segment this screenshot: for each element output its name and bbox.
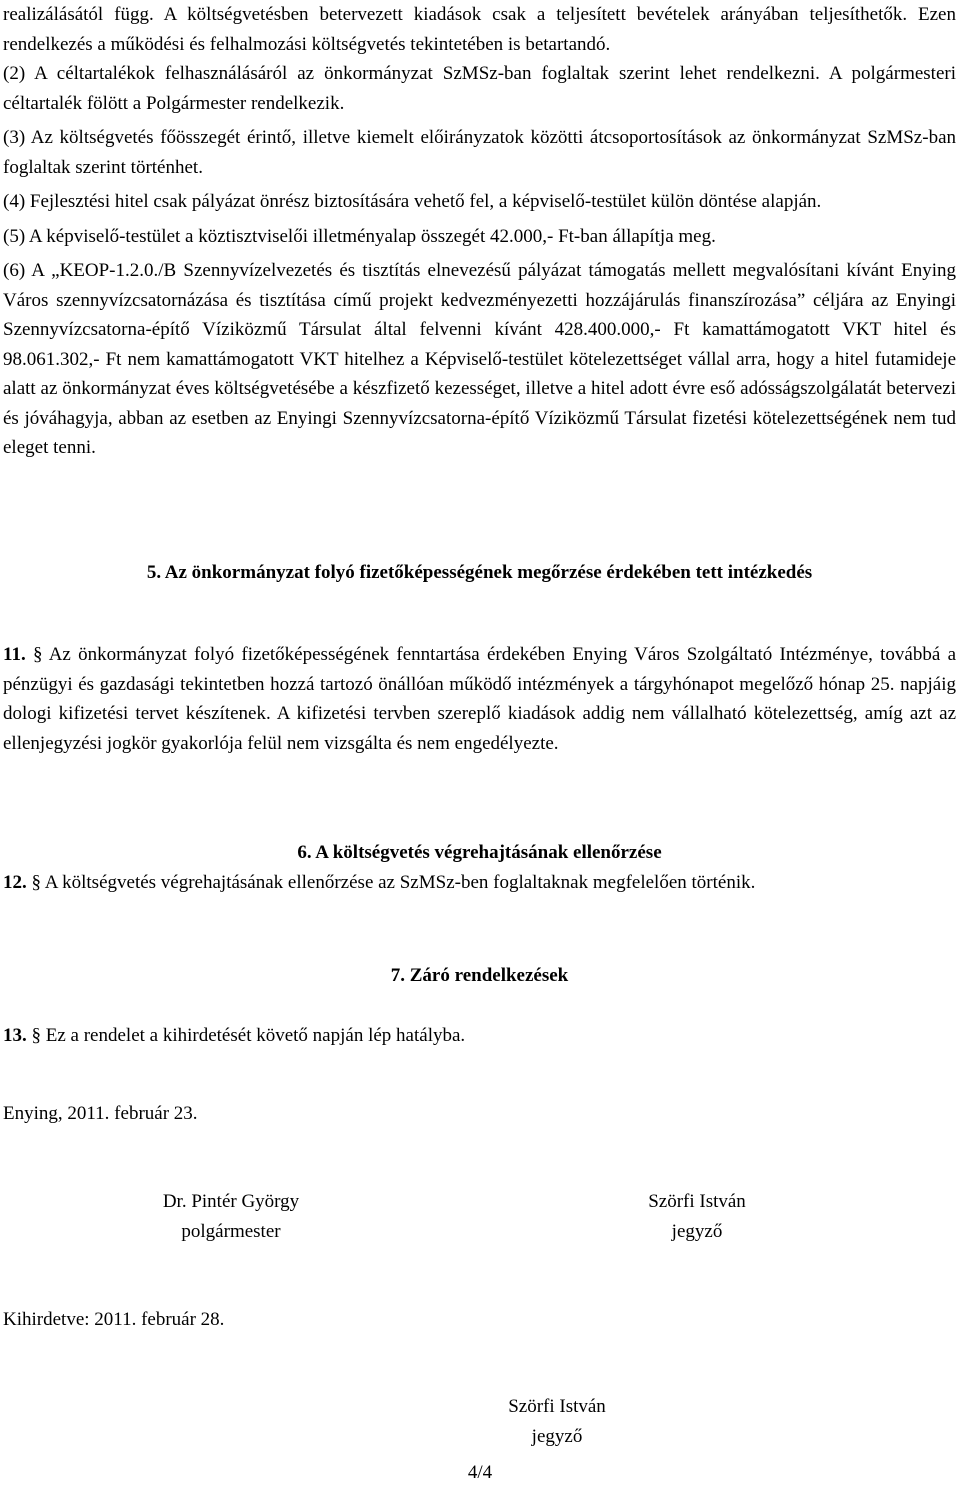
mayor-title: polgármester [181,1220,281,1242]
section-7-heading: 7. Záró rendelkezések [390,965,569,986]
page-number: 4/4 [467,1462,493,1483]
mayor-signature [111,1187,351,1246]
paragraph-text: Ez a rendelet a kihirdetését követő napján lép hatályba. [45,1025,466,1046]
section-sign: § [31,872,41,893]
section-6-heading: 6. A költségvetés végrehajtásának ellenőrzése [297,842,662,863]
section-5-paragraph [3,640,956,758]
announcement: Kihirdetve: 2011. február 28. [3,1309,225,1330]
final-name: Szörfi István [508,1396,606,1417]
paragraph-text: Az önkormányzat folyó fizetőképességének fenntartása érdekében Enying Város Szolgáltató Intézménye, továbbá a pénzügyi és gazdasági tekintetben hozzá tartozó önállóan működő intézmények a tárgyhónapot megelőző hónap 25. napjáig dologi kifizetési tervet készítenek. A kifizetési tervben szereplő kiadások addig nem vállalható kötelezettség, amíg azt az ellenjegyzési jogkör gyakorlója felül nem vizsgálta és nem engedélyezte. [3,644,956,754]
paragraph-3: (3) Az költségvetés főösszegét érintő, illetve kiemelt előirányzatok közötti átcsoportosítások az önkormányzat SzMSz-ban foglaltak szerint történhet. [3,127,956,178]
paragraph-6: (6) A „KEOP-1.2.0./B Szennyvízelvezetés és tisztítás elnevezésű pályázat támogatás mellett megvalósítani kívánt Enying Város szennyvízcsatornázása és tisztítása című projekt kedvezményezetti hozzájárulás finanszírozása” céljára az Enyingi Szennyvízcsatorna-építő Víziközmű Társulat által felvenni kívánt 428.400.000,- Ft kamattámogatott VKT hitel és 98.061.302,- Ft nem kamattámogatott VKT hitelhez a Képviselő-testület kötelezettséget vállal arra, hogy a hitel futamideje alatt az önkormányzat éves költségvetésébe a készfizető kezességet, illetve a hitel adott évre eső adósságszolgálatát betervezi és jóváhagyja, abban az esetben az Enyingi Szennyvízcsatorna-építő Víziközmű Társulat fizetési kötelezettségének nem tud eleget tenni. [3,260,956,458]
paragraph-4: (4) Fejlesztési hitel csak pályázat önrész biztosítására vehető fel, a képviselő-testület külön döntése alapján. [3,191,822,212]
section-5-heading: 5. Az önkormányzat folyó fizetőképességének megőrzése érdekében tett intézkedés [146,562,813,583]
mayor-name: Dr. Pintér György [162,1191,300,1212]
final-title: jegyző [531,1425,583,1447]
paragraph-intro: realizálásától függ. A költségvetésben betervezett kiadások csak a teljesített bevételek arányában teljesíthetők. Ezen rendelkezés a működési és felhalmozási költségvetés tekintetében is betartandó. [3,4,956,55]
section-6-paragraph [3,868,956,898]
paragraph-number: 12. [3,872,27,893]
section-sign: § [32,644,43,665]
body-text [3,0,956,463]
place-date: Enying, 2011. február 23. [3,1103,198,1124]
notary-signature [577,1187,817,1246]
notary-name: Szörfi István [648,1191,746,1212]
paragraph-number: 13. [3,1025,27,1046]
section-7-paragraph [3,1021,956,1051]
paragraph-5: (5) A képviselő-testület a köztisztviselői illetményalap összegét 42.000,- Ft-ban állapítja meg. [3,225,716,247]
final-signature [437,1392,677,1451]
section-sign: § [31,1025,41,1046]
paragraph-number: 11. [3,644,26,665]
notary-title: jegyző [671,1220,723,1242]
paragraph-text: A költségvetés végrehajtásának ellenőrzése az SzMSz-ben foglaltaknak megfelelően történik. [44,872,756,893]
paragraph-2: (2) A céltartalékok felhasználásáról az önkormányzat SzMSz-ban foglaltak szerint lehet rendelkezni. A polgármesteri céltartalék fölött a Polgármester rendelkezik. [3,63,956,114]
